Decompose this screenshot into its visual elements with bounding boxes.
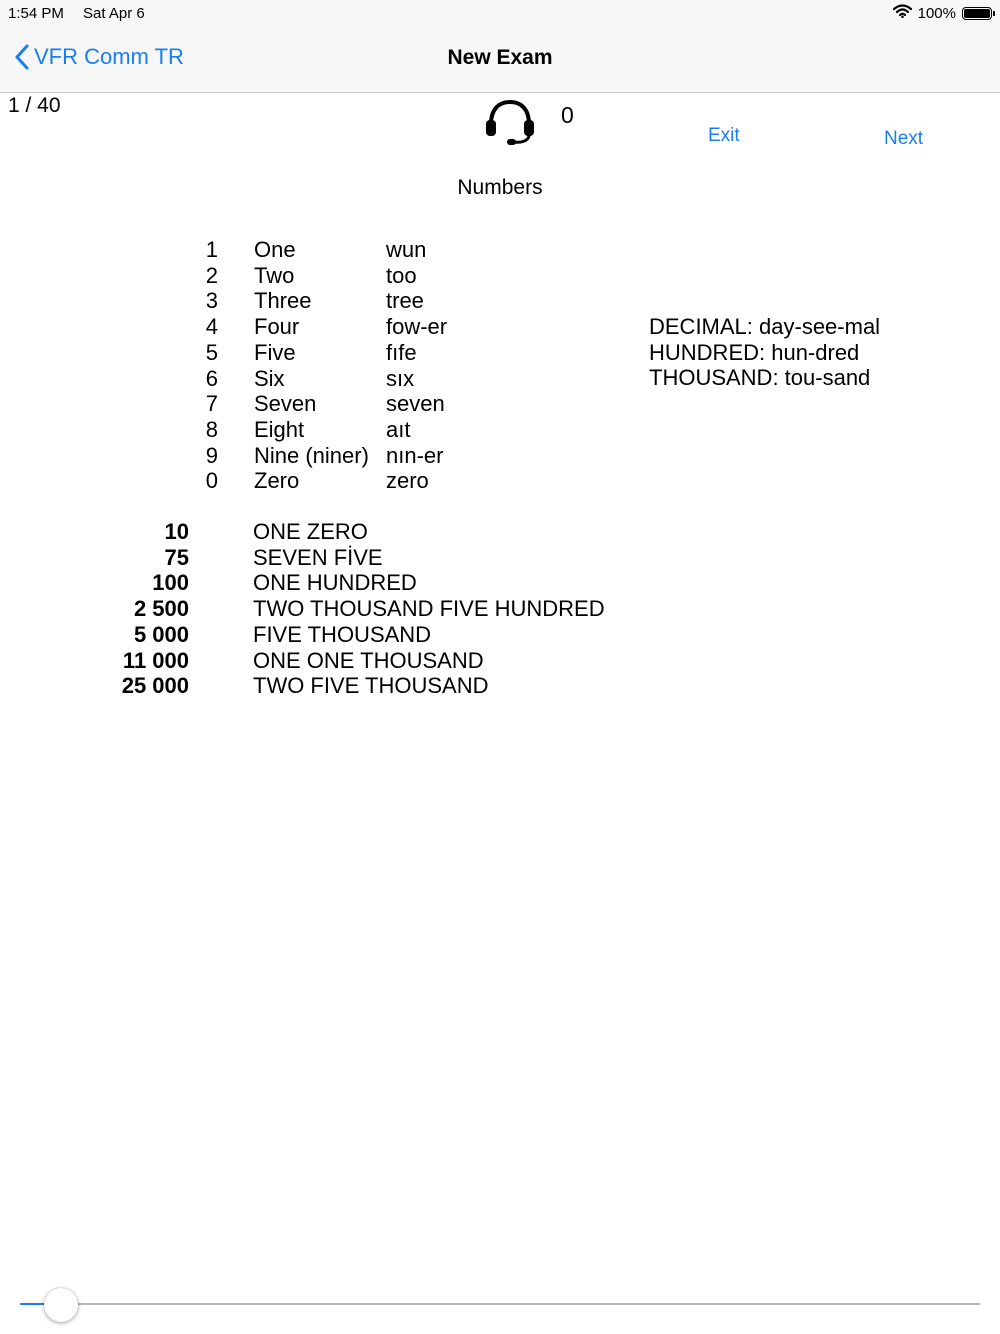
back-button-label: VFR Comm TR: [34, 44, 184, 69]
table-digit: 9: [205, 442, 218, 468]
table-word: Seven: [254, 391, 317, 417]
table-digit: 4: [205, 314, 218, 340]
table-word: Six: [254, 365, 285, 391]
example-spoken: FIVE THOUSAND: [253, 621, 432, 647]
pronunciation-note: THOUSAND: tou-sand: [649, 365, 871, 391]
table-pronunciation: fow-er: [386, 314, 448, 340]
headset-icon[interactable]: [484, 98, 536, 151]
table-pronunciation: sıx: [386, 365, 415, 391]
table-pronunciation: zero: [386, 468, 429, 494]
table-pronunciation: wun: [386, 237, 427, 262]
status-bar: [0, 0, 1000, 28]
table-digit: 3: [205, 288, 218, 314]
table-digit: 8: [205, 416, 218, 442]
example-spoken: TWO THOUSAND FIVE HUNDRED: [253, 596, 605, 622]
table-word: Five: [254, 339, 296, 365]
table-pronunciation: aıt: [386, 416, 411, 442]
table-word: Four: [254, 314, 300, 340]
score-value: 0: [561, 102, 574, 128]
example-number: 2 500: [133, 596, 189, 622]
question-counter: 1 / 40: [8, 94, 61, 117]
example-number: 5 000: [133, 621, 189, 647]
example-spoken: ONE ONE THOUSAND: [253, 647, 484, 673]
example-number: 11 000: [122, 647, 189, 673]
table-digit: 5: [205, 339, 218, 365]
table-pronunciation: tree: [386, 288, 424, 314]
battery-icon: [962, 7, 992, 20]
audio-progress-slider[interactable]: [20, 1288, 980, 1320]
navigation-bar: [0, 28, 1000, 93]
table-digit: 7: [205, 391, 218, 417]
slider-thumb[interactable]: [44, 1288, 78, 1322]
table-pronunciation: fıfe: [386, 339, 417, 365]
table-word: One: [254, 237, 296, 262]
table-word: Two: [254, 262, 295, 288]
next-button[interactable]: Next: [884, 128, 924, 149]
example-number: 75: [164, 544, 189, 570]
slider-track: [20, 1303, 980, 1305]
table-word: Eight: [254, 416, 305, 442]
table-digit: 2: [205, 262, 218, 288]
table-digit: 1: [205, 237, 218, 262]
example-spoken: TWO FIVE THOUSAND: [253, 673, 489, 699]
status-time: 1:54 PM: [8, 5, 64, 22]
table-pronunciation: too: [386, 262, 417, 288]
exit-button[interactable]: Exit: [708, 125, 740, 146]
table-pronunciation: seven: [386, 391, 445, 417]
example-number: 100: [152, 570, 189, 596]
status-date: Sat Apr 6: [83, 5, 145, 22]
wifi-icon: [893, 4, 912, 22]
example-number: 25 000: [121, 673, 189, 699]
pronunciation-note: HUNDRED: hun-dred: [649, 339, 860, 365]
example-number: 10: [164, 519, 189, 544]
table-word: Nine (niner): [254, 442, 369, 468]
battery-percent: 100%: [917, 4, 956, 22]
status-right: [893, 4, 992, 22]
table-digit: 0: [205, 468, 218, 494]
page-title: New Exam: [447, 46, 553, 69]
table-word: Three: [254, 288, 312, 314]
example-spoken: ONE ZERO: [253, 519, 368, 544]
pronunciation-note: DECIMAL: day-see-mal: [649, 314, 881, 339]
example-spoken: SEVEN FİVE: [253, 544, 383, 570]
question-title: Numbers: [457, 176, 543, 199]
example-spoken: ONE HUNDRED: [253, 570, 417, 596]
table-word: Zero: [254, 468, 300, 494]
table-pronunciation: nın-er: [386, 442, 444, 468]
table-digit: 6: [205, 365, 218, 391]
